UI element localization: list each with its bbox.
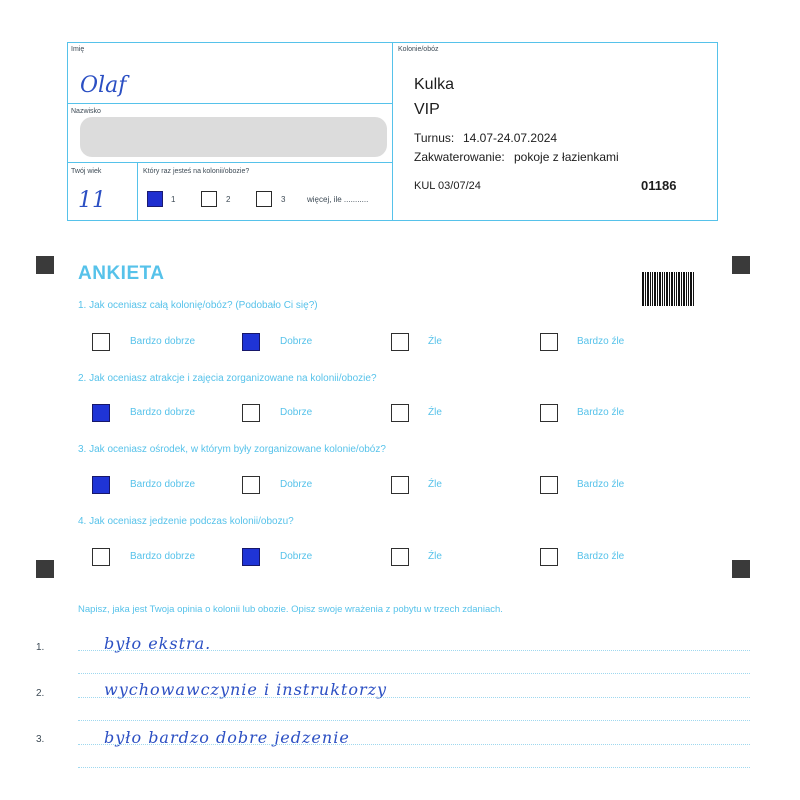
turnus-value: 14.07-24.07.2024 [463,131,558,145]
age-field[interactable]: 11 [78,188,106,213]
turnus-label: Turnus: [414,131,455,145]
question-2: 2. Jak oceniasz atrakcje i zajęcia zorganizowane na kolonii/obozie? [78,373,377,384]
answer-line-3[interactable]: było bardzo dobre jedzenie [104,728,350,747]
q3-option-2-label: Dobrze [280,479,313,490]
times-checkbox-1[interactable] [147,191,163,207]
question-1: 1. Jak oceniasz całą kolonię/obóz? (Podobało Ci się?) [78,300,318,311]
q4-option-2-checkbox[interactable] [242,548,260,566]
line-number-1: 1. [36,642,45,653]
writing-line [78,767,750,768]
times-option-1: 1 [171,195,176,204]
times-option-2: 2 [226,195,231,204]
registration-mark-top-right [732,256,750,274]
times-option-more: więcej, ile ........... [307,195,369,204]
times-checkbox-3[interactable] [256,191,272,207]
line-number-2: 2. [36,688,45,699]
answer-line-1[interactable]: było ekstra. [104,634,212,653]
registration-mark-top-left [36,256,54,274]
q4-option-1-checkbox[interactable] [92,548,110,566]
camp-label: Kolonie/obóz [398,46,439,53]
accommodation-label: Zakwaterowanie: [414,150,505,164]
q3-option-4-label: Bardzo źle [577,479,625,490]
q2-option-3-checkbox[interactable] [391,404,409,422]
writing-line [78,650,750,651]
q3-option-1-label: Bardzo dobrze [130,479,196,490]
q2-option-4-label: Bardzo źle [577,407,625,418]
times-label: Który raz jesteś na kolonii/obozie? [143,168,250,175]
q3-option-3-label: Źle [428,479,442,490]
q1-option-3-label: Źle [428,336,442,347]
accommodation-value: pokoje z łazienkami [514,150,619,164]
registration-mark-bottom-left [36,560,54,578]
q1-option-1-checkbox[interactable] [92,333,110,351]
q2-option-2-checkbox[interactable] [242,404,260,422]
q4-option-1-label: Bardzo dobrze [130,551,196,562]
name-field[interactable]: Olaf [80,73,127,98]
answer-line-2[interactable]: wychowawczynie i instruktorzy [104,680,388,699]
question-4: 4. Jak oceniasz jedzenie podczas kolonii/obozu? [78,516,294,527]
camp-name: Kulka [414,76,455,93]
q3-option-2-checkbox[interactable] [242,476,260,494]
times-option-3: 3 [281,195,286,204]
q4-option-3-checkbox[interactable] [391,548,409,566]
q2-option-4-checkbox[interactable] [540,404,558,422]
q1-option-4-label: Bardzo źle [577,336,625,347]
q1-option-2-checkbox[interactable] [242,333,260,351]
writing-line [78,673,750,674]
times-checkbox-2[interactable] [201,191,217,207]
question-3: 3. Jak oceniasz ośrodek, w którym były zorganizowane kolonie/obóz? [78,444,386,455]
q1-option-2-label: Dobrze [280,336,313,347]
line-number-3: 3. [36,734,45,745]
survey-title: ANKIETA [78,263,165,284]
q3-option-3-checkbox[interactable] [391,476,409,494]
writing-line [78,720,750,721]
q2-option-1-label: Bardzo dobrze [130,407,196,418]
q4-option-4-checkbox[interactable] [540,548,558,566]
q3-option-4-checkbox[interactable] [540,476,558,494]
q4-option-2-label: Dobrze [280,551,313,562]
q2-option-1-checkbox[interactable] [92,404,110,422]
barcode [642,272,696,306]
header-divider-surname [67,162,393,163]
header-divider-name [67,103,393,104]
q3-option-1-checkbox[interactable] [92,476,110,494]
q4-option-4-label: Bardzo źle [577,551,625,562]
camp-number: 01186 [641,178,677,193]
surname-label: Nazwisko [71,108,101,115]
writing-line [78,744,750,745]
camp-code: KUL 03/07/24 [414,180,481,192]
q1-option-1-label: Bardzo dobrze [130,336,196,347]
camp-type: VIP [414,101,440,118]
q4-option-3-label: Źle [428,551,442,562]
q1-option-4-checkbox[interactable] [540,333,558,351]
q2-option-2-label: Dobrze [280,407,313,418]
registration-mark-bottom-right [732,560,750,578]
surname-redacted [80,117,387,157]
q2-option-3-label: Źle [428,407,442,418]
header-divider-age [137,162,138,221]
q1-option-3-checkbox[interactable] [391,333,409,351]
opinion-instruction: Napisz, jaka jest Twoja opinia o kolonii lub obozie. Opisz swoje wrażenia z pobytu w trzech zdaniach. [78,604,503,615]
age-label: Twój wiek [71,168,102,175]
name-label: Imię [71,46,85,53]
header-divider-vertical [392,42,393,221]
writing-line [78,697,750,698]
